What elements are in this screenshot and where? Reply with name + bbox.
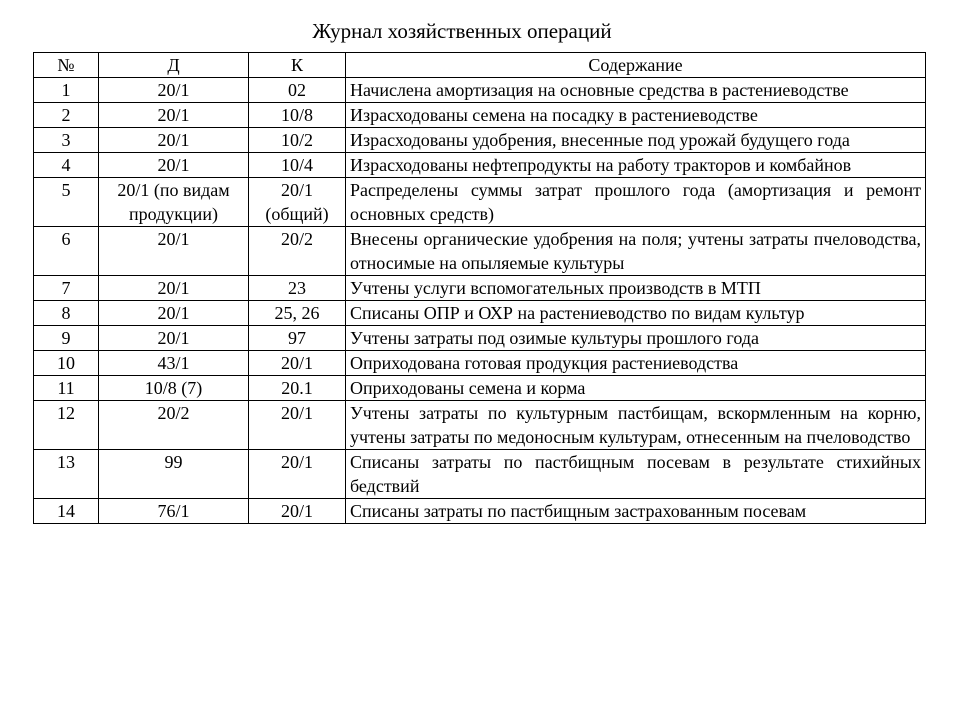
cell-num: 13 xyxy=(34,450,99,499)
page-title: Журнал хозяйственных операций xyxy=(312,19,612,43)
cell-credit: 20.1 xyxy=(249,376,346,401)
cell-debit: 76/1 xyxy=(99,499,249,524)
cell-credit: 10/8 xyxy=(249,103,346,128)
cell-debit: 20/2 xyxy=(99,401,249,450)
cell-credit: 20/2 xyxy=(249,227,346,276)
cell-num: 6 xyxy=(34,227,99,276)
cell-num: 1 xyxy=(34,78,99,103)
cell-num: 14 xyxy=(34,499,99,524)
cell-content: Списаны затраты по пастбищным посевам в результате стихийных бедствий xyxy=(346,450,926,499)
cell-num: 9 xyxy=(34,326,99,351)
cell-num: 8 xyxy=(34,301,99,326)
cell-num: 2 xyxy=(34,103,99,128)
column-header-content: Содержание xyxy=(346,53,926,78)
cell-debit: 99 xyxy=(99,450,249,499)
cell-debit: 20/1 xyxy=(99,276,249,301)
cell-credit: 10/4 xyxy=(249,153,346,178)
table-row xyxy=(34,450,926,499)
table-row xyxy=(34,78,926,103)
cell-content: Израсходованы нефтепродукты на работу тракторов и комбайнов xyxy=(346,153,926,178)
table-row xyxy=(34,376,926,401)
cell-content: Израсходованы семена на посадку в растениеводстве xyxy=(346,103,926,128)
table-body xyxy=(34,78,926,524)
table-row xyxy=(34,227,926,276)
table-row xyxy=(34,153,926,178)
cell-num: 4 xyxy=(34,153,99,178)
cell-num: 3 xyxy=(34,128,99,153)
cell-credit: 23 xyxy=(249,276,346,301)
table-row xyxy=(34,103,926,128)
column-header-num: № xyxy=(34,53,99,78)
table-header-row xyxy=(34,53,926,78)
cell-debit: 20/1 xyxy=(99,128,249,153)
cell-credit: 97 xyxy=(249,326,346,351)
operations-journal-table xyxy=(33,52,926,524)
cell-num: 12 xyxy=(34,401,99,450)
cell-credit: 20/1 xyxy=(249,351,346,376)
cell-content: Учтены услуги вспомогательных производств в МТП xyxy=(346,276,926,301)
cell-content: Учтены затраты под озимые культуры прошлого года xyxy=(346,326,926,351)
cell-content: Списаны затраты по пастбищным застрахованным посевам xyxy=(346,499,926,524)
table-row xyxy=(34,499,926,524)
cell-debit: 20/1 xyxy=(99,301,249,326)
cell-num: 10 xyxy=(34,351,99,376)
cell-content: Распределены суммы затрат прошлого года (амортизация и ремонт основных средств) xyxy=(346,178,926,227)
table-row xyxy=(34,301,926,326)
cell-content: Учтены затраты по культурным пастбищам, вскормленным на корню, учтены затраты по медоносным культурам, отнесенным на пчеловодство xyxy=(346,401,926,450)
cell-content: Оприходованы семена и корма xyxy=(346,376,926,401)
cell-debit: 10/8 (7) xyxy=(99,376,249,401)
cell-num: 7 xyxy=(34,276,99,301)
column-header-debit: Д xyxy=(99,53,249,78)
cell-content: Начислена амортизация на основные средства в растениеводстве xyxy=(346,78,926,103)
table-row xyxy=(34,351,926,376)
cell-debit: 20/1 xyxy=(99,326,249,351)
cell-content: Израсходованы удобрения, внесенные под урожай будущего года xyxy=(346,128,926,153)
cell-debit: 20/1 xyxy=(99,78,249,103)
cell-content: Списаны ОПР и ОХР на растениеводство по видам культур xyxy=(346,301,926,326)
cell-content: Внесены органические удобрения на поля; учтены затраты пчеловодства, относимые на опыляемые культуры xyxy=(346,227,926,276)
table-row xyxy=(34,128,926,153)
cell-debit: 20/1 xyxy=(99,153,249,178)
table-row xyxy=(34,178,926,227)
table-row xyxy=(34,401,926,450)
cell-credit: 20/1 xyxy=(249,499,346,524)
cell-debit: 43/1 xyxy=(99,351,249,376)
cell-content: Оприходована готовая продукция растениеводства xyxy=(346,351,926,376)
cell-num: 5 xyxy=(34,178,99,227)
table-row xyxy=(34,276,926,301)
cell-credit: 20/1 (общий) xyxy=(249,178,346,227)
cell-num: 11 xyxy=(34,376,99,401)
cell-credit: 20/1 xyxy=(249,450,346,499)
cell-debit: 20/1 (по видам продукции) xyxy=(99,178,249,227)
table-row xyxy=(34,326,926,351)
cell-credit: 20/1 xyxy=(249,401,346,450)
cell-credit: 10/2 xyxy=(249,128,346,153)
cell-debit: 20/1 xyxy=(99,227,249,276)
column-header-credit: К xyxy=(249,53,346,78)
cell-credit: 02 xyxy=(249,78,346,103)
cell-credit: 25, 26 xyxy=(249,301,346,326)
cell-debit: 20/1 xyxy=(99,103,249,128)
